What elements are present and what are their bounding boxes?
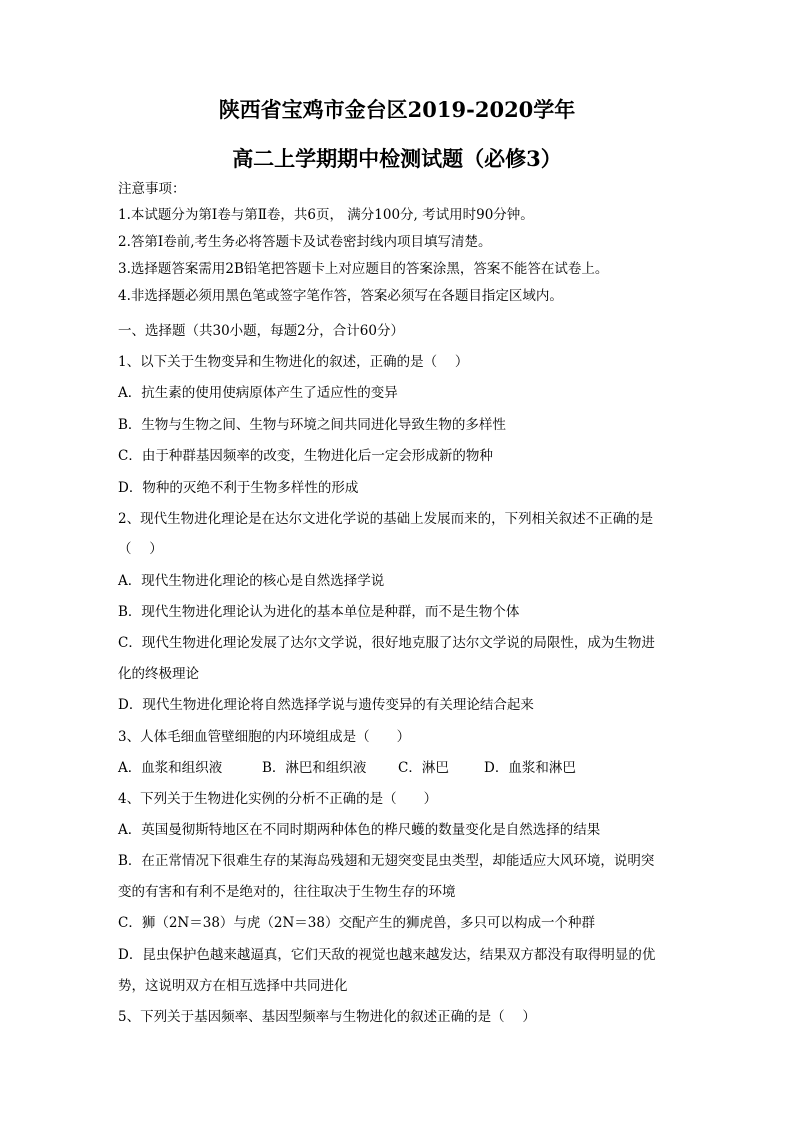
question-4-stem: 4、下列关于生物进化实例的分析不正确的是（ ） [118, 791, 438, 807]
question-2-stem-cont: （ ） [118, 541, 163, 557]
question-3-option-c: C．淋巴 [398, 760, 449, 776]
notice-item-3: 3.选择题答案需用2B铅笔把答题卡上对应题目的答案涂黑，答案不能答在试卷上。 [118, 261, 609, 277]
question-2-option-c-cont: 化的终极理论 [118, 666, 199, 682]
notice-item-1: 1.本试题分为第Ⅰ卷与第Ⅱ卷，共6页， 满分100分, 考试用时90分钟。 [118, 207, 534, 223]
exam-title-line1: 陕西省宝鸡市金台区2019-2020学年 [218, 97, 576, 122]
notice-item-2: 2.答第Ⅰ卷前,考生务必将答题卡及试卷密封线内项目填写清楚。 [118, 234, 492, 250]
question-3-option-a: A．血浆和组织液 [118, 760, 223, 776]
question-1-option-c: C．由于种群基因频率的改变，生物进化后一定会形成新的物种 [118, 448, 493, 464]
question-2-option-b: B．现代生物进化理论认为进化的基本单位是种群，而不是生物个体 [118, 604, 520, 620]
notice-heading: 注意事项： [118, 181, 186, 197]
question-4-option-a: A．英国曼彻斯特地区在不同时期两种体色的桦尺蠖的数量变化是自然选择的结果 [118, 822, 601, 838]
question-4-option-b: B．在正常情况下很难生存的某海岛残翅和无翅突变昆虫类型，却能适应大风环境，说明突 [118, 853, 655, 869]
exam-title-line2: 高二上学期期中检测试题（必修3） [232, 146, 562, 171]
notice-item-4: 4.非选择题必须用黑色笔或签字笔作答，答案必须写在各题目指定区域内。 [118, 288, 563, 304]
question-1-option-d: D．物种的灭绝不利于生物多样性的形成 [118, 480, 359, 496]
question-2-stem: 2、现代生物进化理论是在达尔文进化学说的基础上发展而来的，下列相关叙述不正确的是 [118, 511, 654, 527]
question-3-stem: 3、人体毛细血管壁细胞的内环境组成是（ ） [118, 729, 411, 745]
question-4-option-b-cont: 变的有害和有利不是绝对的，往往取决于生物生存的环境 [118, 884, 456, 900]
question-4-option-d: D．昆虫保护色越来越逼真，它们天敌的视觉也越来越发达，结果双方都没有取得明显的优 [118, 947, 656, 963]
question-2-option-d: D．现代生物进化理论将自然选择学说与遗传变异的有关理论结合起来 [118, 697, 534, 713]
question-3-option-b: B．淋巴和组织液 [262, 760, 367, 776]
question-1-option-b: B．生物与生物之间、生物与环境之间共同进化导致生物的多样性 [118, 417, 506, 433]
section-heading: 一、选择题（共30小题，每题2分，合计60分） [118, 323, 404, 339]
question-5-stem: 5、下列关于基因频率、基因型频率与生物进化的叙述正确的是（ ） [118, 1009, 536, 1025]
question-4-option-d-cont: 势，这说明双方在相互选择中共同进化 [118, 978, 348, 994]
question-1-option-a: A．抗生素的使用使病原体产生了适应性的变异 [118, 385, 398, 401]
question-4-option-c: C．狮（2N＝38）与虎（2N＝38）交配产生的狮虎兽，多只可以构成一个种群 [118, 915, 595, 931]
question-2-option-c: C．现代生物进化理论发展了达尔文学说，很好地克服了达尔文学说的局限性，成为生物进 [118, 635, 655, 651]
question-1-stem: 1、以下关于生物变异和生物进化的叙述，正确的是（ ） [118, 354, 469, 370]
question-3-option-d: D．血浆和淋巴 [484, 760, 576, 776]
question-2-option-a: A．现代生物进化理论的核心是自然选择学说 [118, 573, 385, 589]
